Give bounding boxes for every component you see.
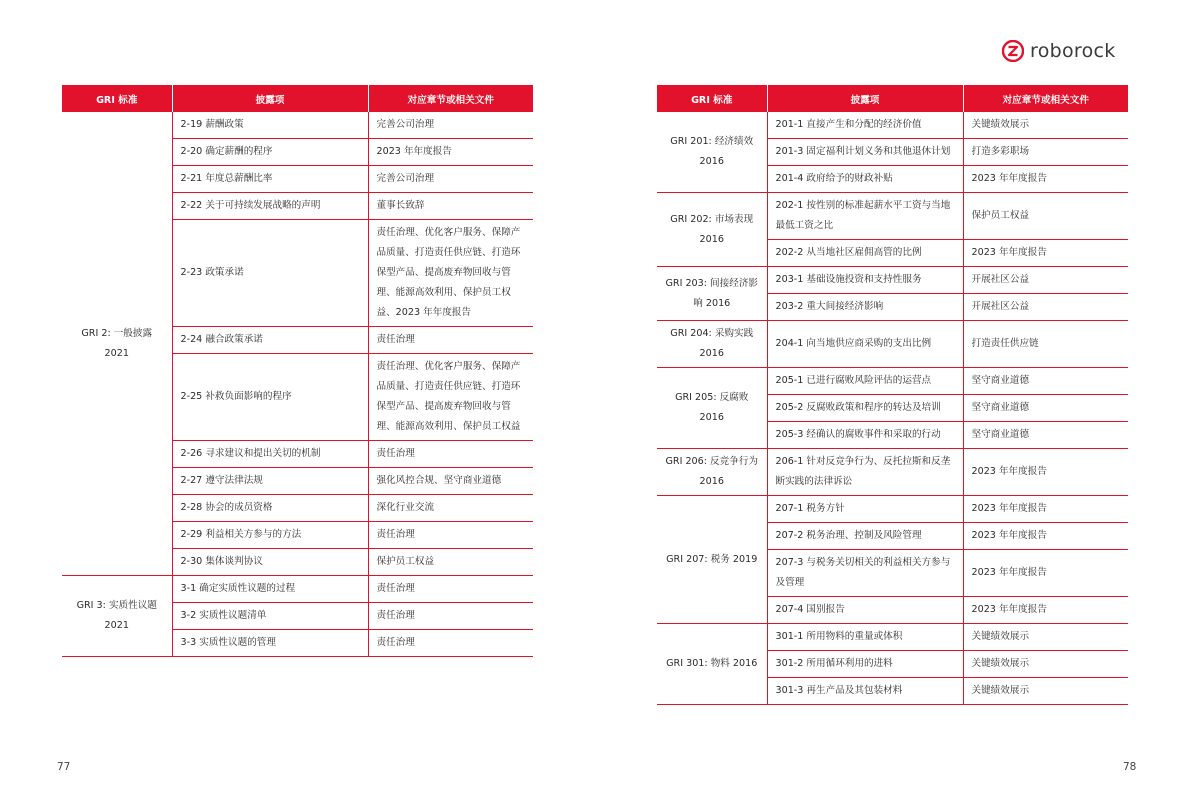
reference-cell: 强化风控合规、坚守商业道德 [368, 468, 533, 495]
table-header-row [62, 85, 533, 112]
reference-cell: 开展社区公益 [963, 294, 1128, 321]
reference-cell: 责任治理、优化客户服务、保障产品质量、打造责任供应链、打造环保型产品、提高废弃物回收与管理、能源高效利用、保护员工权益、2023 年年度报告 [368, 220, 533, 327]
disclosure-cell: 2-23 政策承诺 [172, 220, 368, 327]
disclosure-cell: 301-2 所用循环利用的进料 [767, 651, 963, 678]
header-disclosure: 披露项 [767, 85, 963, 112]
reference-cell: 保护员工权益 [963, 193, 1128, 240]
disclosure-cell: 201-4 政府给予的财政补贴 [767, 166, 963, 193]
reference-cell: 2023 年年度报告 [963, 166, 1128, 193]
reference-cell: 2023 年年度报告 [368, 139, 533, 166]
reference-cell: 责任治理 [368, 576, 533, 603]
disclosure-cell: 301-3 再生产品及其包装材料 [767, 678, 963, 705]
reference-cell: 董事长致辞 [368, 193, 533, 220]
reference-cell: 2023 年年度报告 [963, 240, 1128, 267]
roborock-logo-icon [1002, 40, 1024, 62]
reference-cell: 责任治理 [368, 441, 533, 468]
table-row [657, 193, 1128, 240]
reference-cell: 坚守商业道德 [963, 395, 1128, 422]
reference-cell: 深化行业交流 [368, 495, 533, 522]
header-disclosure: 披露项 [172, 85, 368, 112]
disclosure-cell: 2-20 确定薪酬的程序 [172, 139, 368, 166]
reference-cell: 2023 年年度报告 [963, 597, 1128, 624]
disclosure-cell: 206-1 针对反竞争行为、反托拉斯和反垄断实践的法律诉讼 [767, 449, 963, 496]
disclosure-cell: 201-3 固定福利计划义务和其他退休计划 [767, 139, 963, 166]
disclosure-cell: 2-30 集体谈判协议 [172, 549, 368, 576]
reference-cell: 关键绩效展示 [963, 624, 1128, 651]
disclosure-cell: 3-3 实质性议题的管理 [172, 630, 368, 657]
gri-standard-cell: GRI 202: 市场表现 2016 [657, 193, 767, 267]
header-gri-standard: GRI 标准 [62, 85, 172, 112]
gri-standard-cell: GRI 207: 税务 2019 [657, 496, 767, 624]
disclosure-cell: 203-2 重大间接经济影响 [767, 294, 963, 321]
header-reference: 对应章节或相关文件 [368, 85, 533, 112]
reference-cell: 打造多彩职场 [963, 139, 1128, 166]
disclosure-cell: 207-2 税务治理、控制及风险管理 [767, 523, 963, 550]
table-row [657, 321, 1128, 368]
reference-cell: 坚守商业道德 [963, 422, 1128, 449]
gri-index-table-right [657, 85, 1128, 705]
gri-standard-cell: GRI 205: 反腐败 2016 [657, 368, 767, 449]
disclosure-cell: 2-19 薪酬政策 [172, 112, 368, 139]
disclosure-cell: 2-22 关于可持续发展战略的声明 [172, 193, 368, 220]
disclosure-cell: 207-1 税务方针 [767, 496, 963, 523]
disclosure-cell: 207-3 与税务关切相关的利益相关方参与及管理 [767, 550, 963, 597]
reference-cell: 责任治理、优化客户服务、保障产品质量、打造责任供应链、打造环保型产品、提高废弃物回收与管理、能源高效利用、保护员工权益 [368, 354, 533, 441]
roborock-logo [1002, 40, 1116, 62]
disclosure-cell: 205-3 经确认的腐败事件和采取的行动 [767, 422, 963, 449]
reference-cell: 坚守商业道德 [963, 368, 1128, 395]
table-row [657, 368, 1128, 395]
reference-cell: 2023 年年度报告 [963, 496, 1128, 523]
header-reference: 对应章节或相关文件 [963, 85, 1128, 112]
disclosure-cell: 202-2 从当地社区雇佣高管的比例 [767, 240, 963, 267]
disclosure-cell: 301-1 所用物料的重量或体积 [767, 624, 963, 651]
disclosure-cell: 2-29 利益相关方参与的方法 [172, 522, 368, 549]
reference-cell: 责任治理 [368, 630, 533, 657]
disclosure-cell: 2-24 融合政策承诺 [172, 327, 368, 354]
logo-wordmark: roborock [1030, 40, 1116, 62]
reference-cell: 关键绩效展示 [963, 651, 1128, 678]
reference-cell: 关键绩效展示 [963, 112, 1128, 139]
table-header-row [657, 85, 1128, 112]
gri-standard-cell: GRI 204: 采购实践 2016 [657, 321, 767, 368]
reference-cell: 2023 年年度报告 [963, 523, 1128, 550]
gri-standard-cell: GRI 203: 间接经济影响 2016 [657, 267, 767, 321]
reference-cell: 完善公司治理 [368, 112, 533, 139]
disclosure-cell: 2-26 寻求建议和提出关切的机制 [172, 441, 368, 468]
reference-cell: 打造责任供应链 [963, 321, 1128, 368]
table-row [657, 496, 1128, 523]
reference-cell: 关键绩效展示 [963, 678, 1128, 705]
disclosure-cell: 3-2 实质性议题清单 [172, 603, 368, 630]
gri-standard-cell: GRI 201: 经济绩效 2016 [657, 112, 767, 193]
reference-cell: 2023 年年度报告 [963, 449, 1128, 496]
disclosure-cell: 205-1 已进行腐败风险评估的运营点 [767, 368, 963, 395]
page-number-right: 78 [1123, 761, 1137, 773]
header-gri-standard: GRI 标准 [657, 85, 767, 112]
reference-cell: 责任治理 [368, 522, 533, 549]
reference-cell: 保护员工权益 [368, 549, 533, 576]
reference-cell: 责任治理 [368, 327, 533, 354]
table-row [657, 112, 1128, 139]
disclosure-cell: 2-27 遵守法律法规 [172, 468, 368, 495]
reference-cell: 完善公司治理 [368, 166, 533, 193]
table-row [657, 449, 1128, 496]
table-row [62, 112, 533, 139]
gri-standard-cell: GRI 206: 反竞争行为 2016 [657, 449, 767, 496]
disclosure-cell: 205-2 反腐败政策和程序的转达及培训 [767, 395, 963, 422]
disclosure-cell: 203-1 基础设施投资和支持性服务 [767, 267, 963, 294]
gri-standard-cell: GRI 301: 物料 2016 [657, 624, 767, 705]
table-row [657, 267, 1128, 294]
gri-standard-cell: GRI 3: 实质性议题 2021 [62, 576, 172, 657]
disclosure-cell: 2-28 协会的成员资格 [172, 495, 368, 522]
reference-cell: 责任治理 [368, 603, 533, 630]
disclosure-cell: 207-4 国别报告 [767, 597, 963, 624]
page-number-left: 77 [57, 761, 71, 773]
disclosure-cell: 3-1 确定实质性议题的过程 [172, 576, 368, 603]
reference-cell: 2023 年年度报告 [963, 550, 1128, 597]
disclosure-cell: 202-1 按性别的标准起薪水平工资与当地最低工资之比 [767, 193, 963, 240]
disclosure-cell: 204-1 向当地供应商采购的支出比例 [767, 321, 963, 368]
table-row [657, 624, 1128, 651]
table-row [62, 576, 533, 603]
reference-cell: 开展社区公益 [963, 267, 1128, 294]
disclosure-cell: 201-1 直接产生和分配的经济价值 [767, 112, 963, 139]
disclosure-cell: 2-21 年度总薪酬比率 [172, 166, 368, 193]
gri-index-table-left [62, 85, 533, 657]
gri-standard-cell: GRI 2: 一般披露 2021 [62, 112, 172, 576]
disclosure-cell: 2-25 补救负面影响的程序 [172, 354, 368, 441]
